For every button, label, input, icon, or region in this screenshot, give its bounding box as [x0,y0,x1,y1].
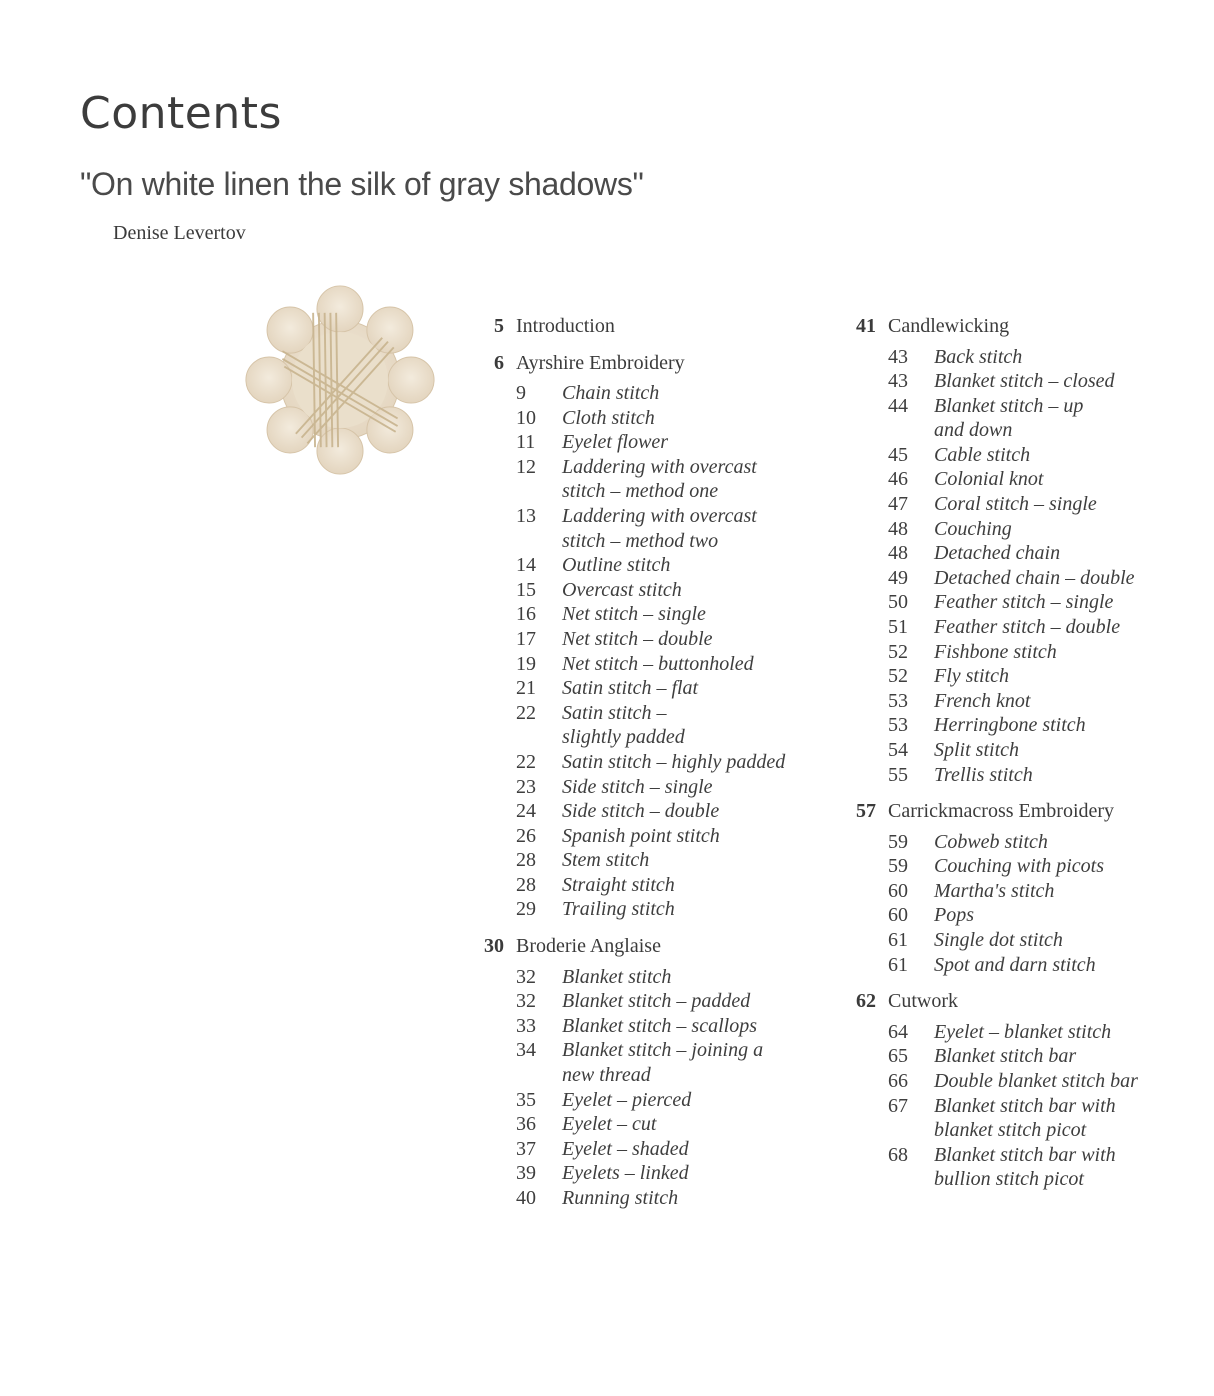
contents-column-right [842,314,1182,1204]
entry-title: Blanket stitch – scallops [562,1014,757,1037]
entry-page-number: 59 [888,855,908,878]
entry-title: stitch – method two [562,529,719,552]
entry-title: Pops [934,904,974,927]
entry-page-number: 55 [888,763,908,786]
entry-title: Herringbone stitch [934,714,1086,737]
entry-page-number: 68 [888,1143,908,1166]
entry-title: and down [934,419,1013,442]
entry-page-number: 28 [516,873,536,896]
toc-entry[interactable] [470,1038,810,1063]
section-title: Cutwork [888,990,958,1013]
toc-entry[interactable] [470,676,810,701]
toc-entry[interactable] [470,1063,810,1088]
entry-title: Spot and darn stitch [934,953,1096,976]
entry-title: Eyelets – linked [562,1162,689,1185]
toc-section[interactable] [842,799,1182,824]
entry-page-number: 33 [516,1014,536,1037]
entry-title: Spanish point stitch [562,824,720,847]
entry-title: Satin stitch – [562,701,667,724]
entry-title: Colonial knot [934,468,1044,491]
entry-title: Laddering with overcast [562,504,757,527]
toc-entry[interactable] [842,664,1182,689]
entry-page-number: 65 [888,1045,908,1068]
entry-page-number: 40 [516,1186,536,1209]
entry-title: Trailing stitch [562,898,675,921]
entry-title: Detached chain [934,542,1061,565]
entry-title: Fishbone stitch [934,640,1057,663]
entry-page-number: 49 [888,566,908,589]
toc-entry[interactable] [470,848,810,873]
toc-entry[interactable] [470,430,810,455]
entry-title: Blanket stitch – padded [562,990,751,1013]
toc-section[interactable] [842,314,1182,339]
entry-title: Trellis stitch [934,763,1033,786]
toc-entry[interactable] [470,504,810,529]
toc-entry[interactable] [842,394,1182,419]
toc-entry[interactable] [842,689,1182,714]
toc-entry-list [842,830,1182,978]
toc-entry[interactable] [842,830,1182,855]
entry-page-number [470,479,562,504]
toc-entry[interactable] [470,479,810,504]
entry-page-number: 22 [516,750,536,773]
entry-page-number: 67 [888,1094,908,1117]
section-page-number: 30 [484,935,504,958]
toc-entry[interactable] [842,1118,1182,1143]
toc-entry[interactable] [842,1143,1182,1168]
entry-page-number: 21 [516,677,536,700]
entry-title: Eyelet – pierced [562,1088,692,1111]
entry-page-number [470,1063,562,1088]
entry-page-number: 47 [888,493,908,516]
entry-title: Net stitch – buttonholed [562,652,754,675]
toc-entry[interactable] [470,406,810,431]
entry-page-number [470,529,562,554]
entry-page-number: 17 [516,627,536,650]
toc-entry[interactable] [842,369,1182,394]
entry-page-number: 48 [888,517,908,540]
entry-page-number: 19 [516,652,536,675]
toc-section[interactable] [470,934,810,959]
entry-page-number: 32 [516,990,536,1013]
entry-page-number: 10 [516,406,536,429]
entry-title: blanket stitch picot [934,1119,1087,1142]
entry-title: Cable stitch [934,443,1031,466]
entry-title: Fly stitch [934,665,1009,688]
entry-title: Outline stitch [562,554,671,577]
entry-title: Couching [934,517,1012,540]
entry-title: Overcast stitch [562,578,682,601]
entry-title: Blanket stitch bar [934,1045,1077,1068]
entry-title: Eyelet – shaded [562,1137,689,1160]
entry-page-number: 37 [516,1137,536,1160]
toc-entry[interactable] [842,953,1182,978]
toc-entry[interactable] [842,854,1182,879]
entry-title: Eyelet flower [562,431,669,454]
toc-entry-list [470,965,810,1211]
toc-entry[interactable] [470,824,810,849]
toc-entry[interactable] [470,989,810,1014]
toc-entry[interactable] [842,566,1182,591]
toc-entry[interactable] [842,1044,1182,1069]
entry-page-number: 60 [888,904,908,927]
toc-entry[interactable] [842,738,1182,763]
toc-entry[interactable] [470,1014,810,1039]
entry-title: Blanket stitch bar with [934,1094,1116,1117]
entry-page-number: 60 [888,879,908,902]
entry-title: Laddering with overcast [562,455,757,478]
entry-page-number: 15 [516,578,536,601]
entry-title: Side stitch – single [562,775,713,798]
toc-entry[interactable] [842,640,1182,665]
entry-page-number: 28 [516,849,536,872]
entry-title: Couching with picots [934,855,1104,878]
toc-entry[interactable] [470,652,810,677]
toc-entry[interactable] [470,578,810,603]
entry-page-number: 35 [516,1088,536,1111]
entry-title: Running stitch [562,1186,679,1209]
toc-entry[interactable] [470,455,810,480]
toc-entry[interactable] [470,627,810,652]
entry-page-number: 43 [888,345,908,368]
entry-title: Cobweb stitch [934,830,1048,853]
entry-page-number: 11 [516,431,536,454]
toc-section[interactable] [470,314,810,339]
toc-entry[interactable] [470,381,810,406]
entry-title: Chain stitch [562,382,660,404]
page-title: Contents [80,88,282,139]
toc-entry[interactable] [842,492,1182,517]
entry-title: Cloth stitch [562,406,655,429]
toc-entry[interactable] [470,750,810,775]
section-page-number: 6 [494,351,504,374]
entry-page-number: 54 [888,739,908,761]
toc-entry[interactable] [842,517,1182,542]
entry-title: Net stitch – double [562,627,713,650]
toc-entry-list [842,1020,1182,1192]
toc-entry[interactable] [470,553,810,578]
entry-page-number [842,1118,934,1143]
toc-entry[interactable] [842,590,1182,615]
section-page-number: 5 [494,315,504,337]
entry-title: Blanket stitch – up [934,394,1084,417]
toc-entry[interactable] [842,418,1182,443]
entry-title: Martha's stitch [934,879,1055,902]
entry-page-number: 59 [888,830,908,853]
toc-entry[interactable] [842,1167,1182,1192]
entry-page-number: 26 [516,824,536,847]
toc-entry[interactable] [842,345,1182,370]
entry-title: Net stitch – single [562,603,706,626]
entry-page-number: 23 [516,775,536,798]
entry-title: Blanket stitch [562,965,672,988]
toc-entry[interactable] [842,1020,1182,1045]
entry-title: Blanket stitch – joining a [562,1039,764,1062]
section-page-number: 62 [856,990,876,1013]
entry-title: Feather stitch – double [934,616,1121,639]
toc-entry[interactable] [842,467,1182,492]
entry-page-number: 64 [888,1020,908,1043]
entry-page-number: 44 [888,394,908,417]
toc-entry[interactable] [842,763,1182,788]
toc-entry[interactable] [842,879,1182,904]
entry-page-number: 51 [888,616,908,639]
thread-bobbin-icon [244,284,436,476]
entry-page-number: 48 [888,542,908,565]
toc-entry[interactable] [842,1069,1182,1094]
toc-entry[interactable] [470,1088,810,1113]
toc-entry[interactable] [470,965,810,990]
toc-entry[interactable] [470,725,810,750]
entry-title: Eyelet – blanket stitch [934,1020,1112,1043]
entry-page-number: 16 [516,603,536,626]
entry-title: Eyelet – cut [562,1113,657,1136]
entry-page-number: 12 [516,455,536,478]
entry-page-number: 22 [516,701,536,724]
section-title: Introduction [516,315,615,337]
toc-entry[interactable] [470,775,810,800]
toc-entry[interactable] [470,701,810,726]
entry-title: French knot [934,689,1031,712]
toc-entry[interactable] [470,1186,810,1211]
entry-title: Coral stitch – single [934,493,1097,516]
entry-title: stitch – method one [562,480,719,503]
section-page-number: 41 [856,315,876,337]
toc-entry[interactable] [470,897,810,922]
toc-entry[interactable] [842,541,1182,566]
entry-page-number: 14 [516,554,536,577]
toc-entry-list [470,381,810,922]
entry-title: new thread [562,1063,651,1086]
entry-page-number: 34 [516,1039,536,1062]
section-title: Carrickmacross Embroidery [888,800,1115,823]
toc-entry[interactable] [842,713,1182,738]
entry-page-number: 52 [888,640,908,663]
toc-entry[interactable] [842,928,1182,953]
entry-page-number: 45 [888,443,908,466]
entry-page-number [842,418,934,443]
entry-page-number: 66 [888,1069,908,1092]
entry-page-number: 29 [516,898,536,921]
entry-page-number [470,725,562,750]
entry-title: Satin stitch – highly padded [562,750,786,773]
section-title: Candlewicking [888,315,1010,337]
entry-page-number: 32 [516,965,536,988]
entry-page-number: 53 [888,689,908,712]
toc-entry[interactable] [842,1094,1182,1119]
entry-page-number [842,1167,934,1192]
entry-title: Feather stitch – single [934,591,1114,614]
toc-entry[interactable] [842,615,1182,640]
toc-entry[interactable] [470,799,810,824]
toc-entry[interactable] [842,903,1182,928]
section-title: Broderie Anglaise [516,935,661,958]
toc-entry-list [842,345,1182,788]
entry-page-number: 39 [516,1162,536,1185]
entry-title: Blanket stitch – closed [934,370,1115,393]
entry-page-number: 36 [516,1113,536,1136]
contents-column-left [470,314,810,1223]
toc-entry[interactable] [470,873,810,898]
toc-entry[interactable] [470,529,810,554]
toc-section[interactable] [470,351,810,376]
entry-page-number: 53 [888,714,908,737]
entry-page-number: 52 [888,665,908,688]
entry-page-number: 24 [516,800,536,823]
epigraph-quote: "On white linen the silk of gray shadows" [80,166,644,202]
toc-entry[interactable] [470,1161,810,1186]
entry-page-number: 61 [888,953,908,976]
section-page-number: 57 [856,800,876,823]
entry-title: Side stitch – double [562,800,720,823]
toc-entry[interactable] [842,443,1182,468]
entry-page-number: 43 [888,370,908,393]
entry-title: Stem stitch [562,849,650,872]
entry-page-number: 46 [888,468,908,491]
toc-entry[interactable] [470,602,810,627]
entry-page-number: 13 [516,504,536,527]
entry-title: Split stitch [934,739,1019,761]
entry-title: Detached chain – double [934,566,1135,589]
toc-entry[interactable] [470,1137,810,1162]
entry-title: Blanket stitch bar with [934,1143,1116,1166]
entry-page-number: 9 [516,382,526,404]
entry-page-number: 50 [888,591,908,614]
entry-title: bullion stitch picot [934,1168,1084,1191]
toc-section[interactable] [842,989,1182,1014]
entry-title: Straight stitch [562,873,675,896]
entry-title: Satin stitch – flat [562,677,699,700]
toc-entry[interactable] [470,1112,810,1137]
entry-title: slightly padded [562,726,685,749]
section-title: Ayrshire Embroidery [516,351,685,374]
entry-title: Double blanket stitch bar [934,1069,1138,1092]
entry-page-number: 61 [888,929,908,952]
entry-title: Single dot stitch [934,929,1063,952]
epigraph-author: Denise Levertov [113,222,246,244]
entry-title: Back stitch [934,345,1023,368]
